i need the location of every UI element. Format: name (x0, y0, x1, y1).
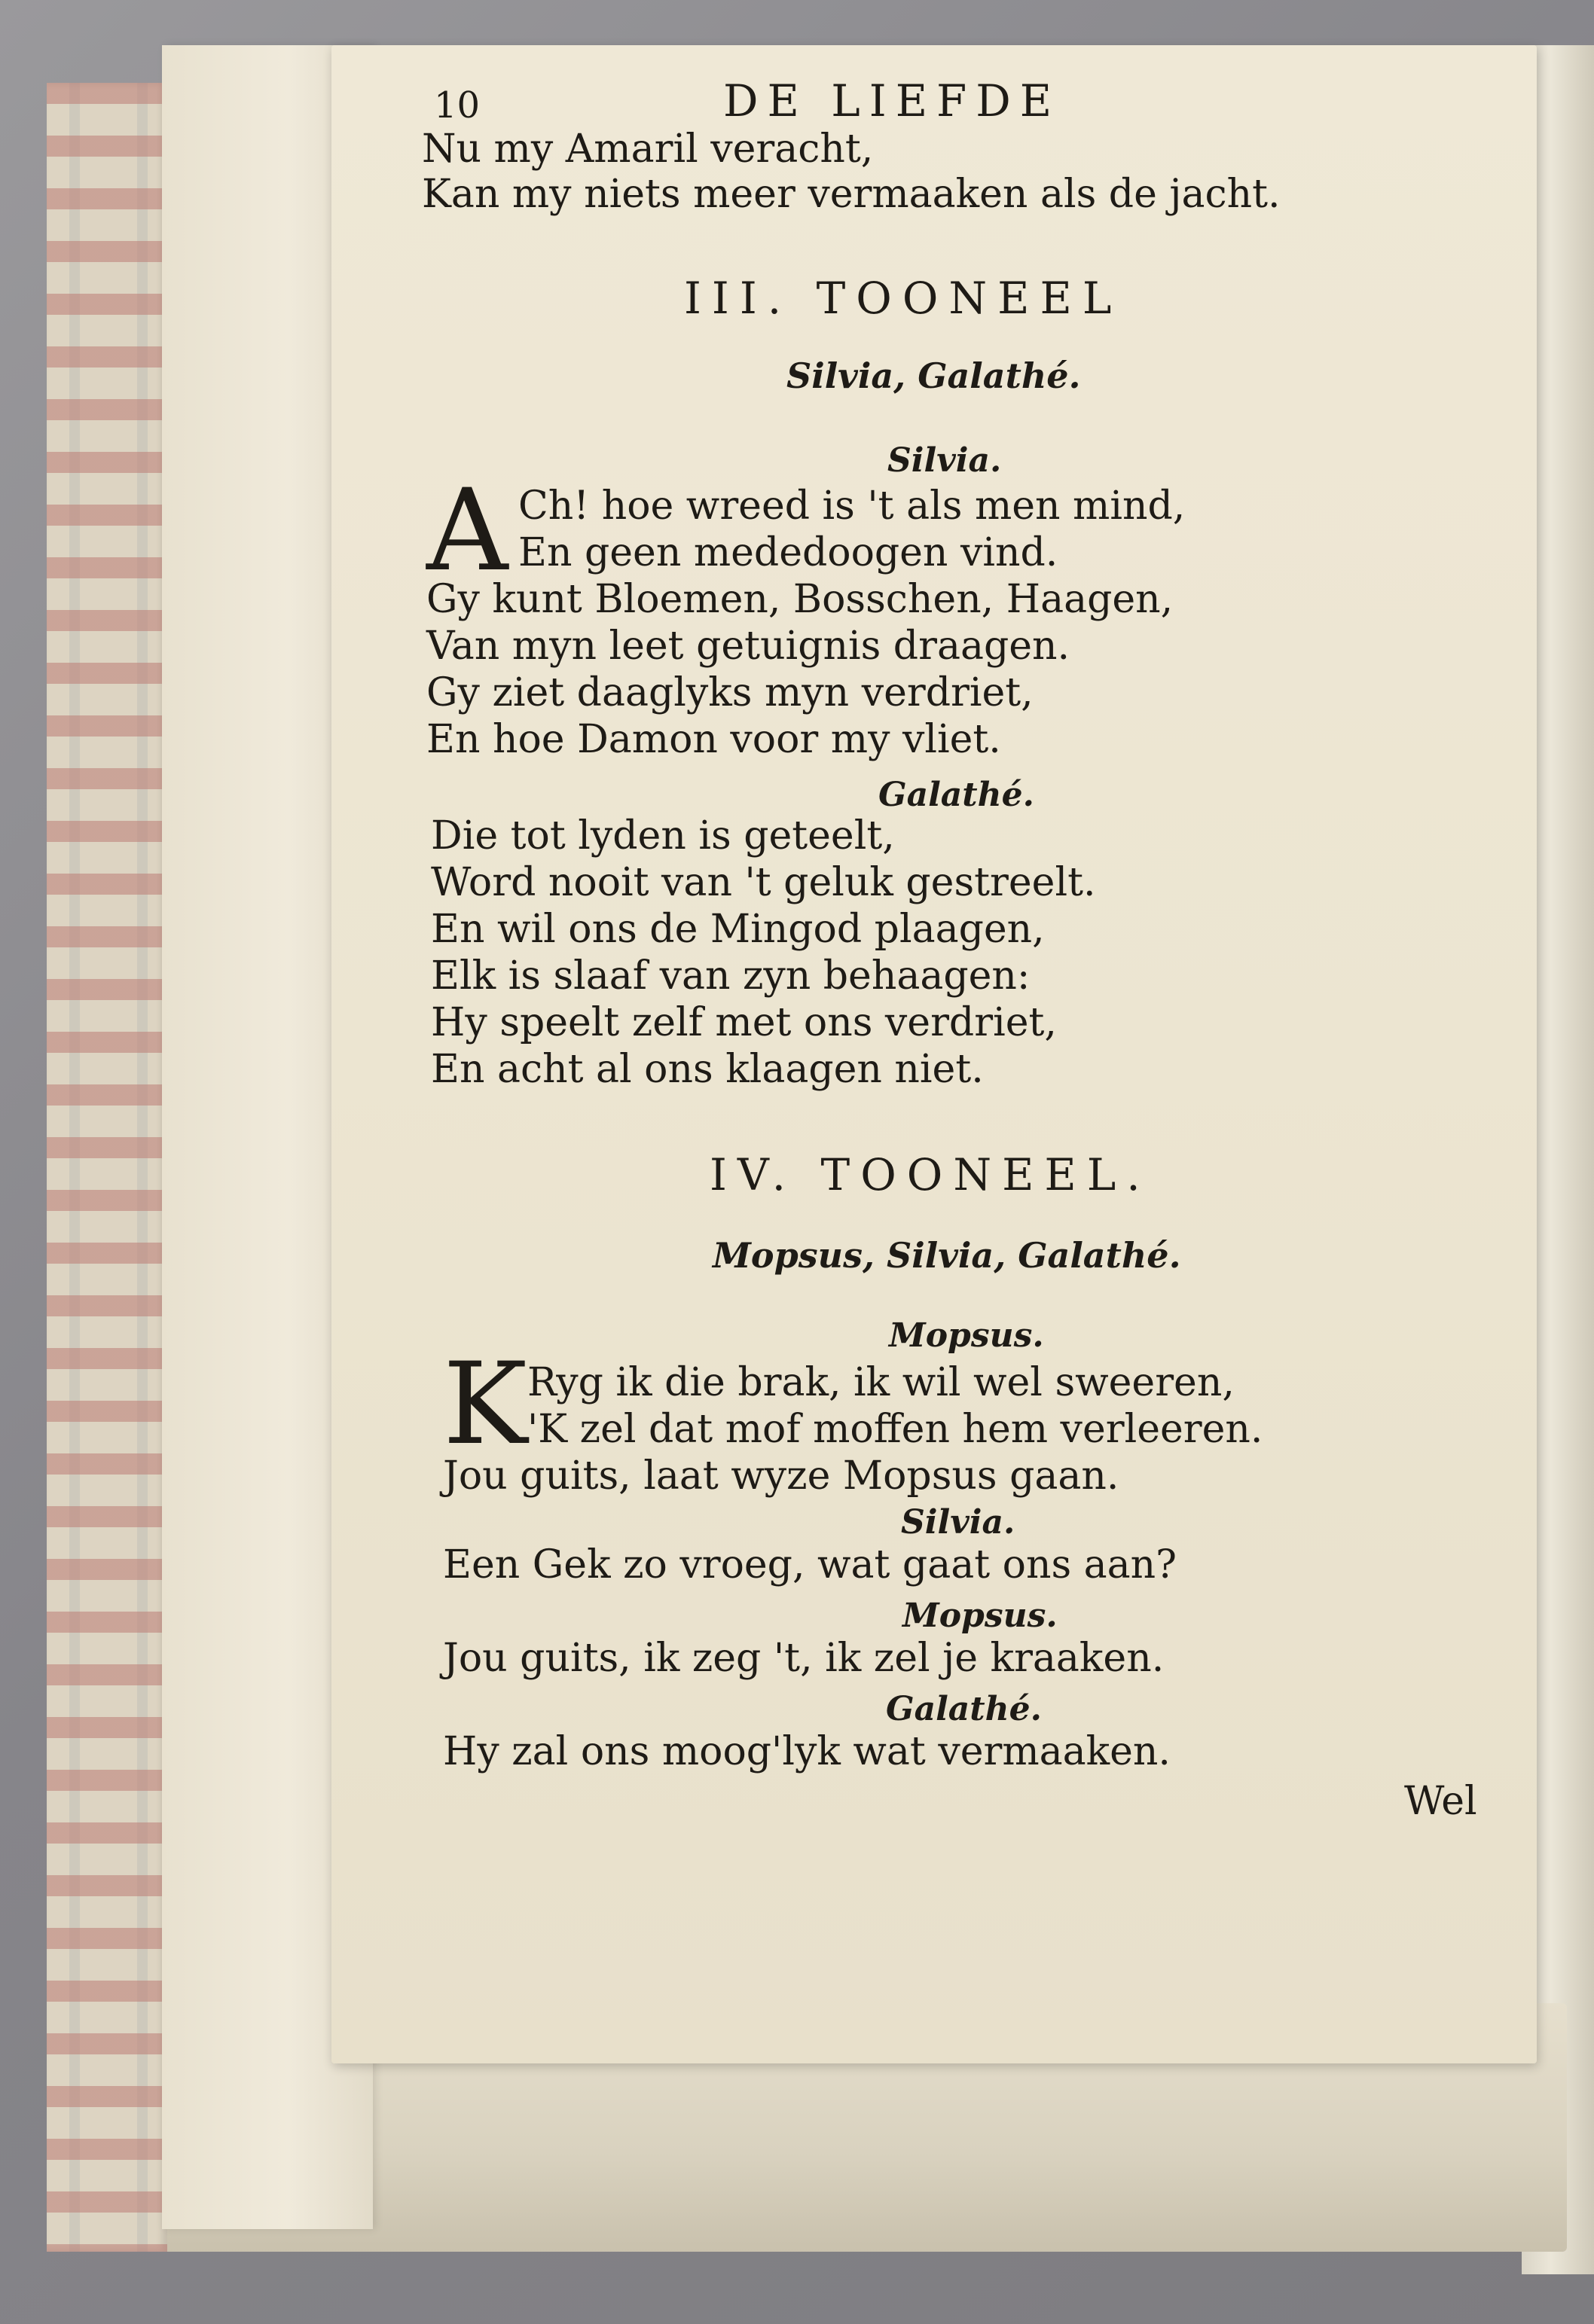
speaker-name: Silvia. (901, 1503, 1015, 1542)
page-number: 10 (434, 84, 481, 127)
scene-speakers: Silvia, Galathé. (786, 355, 1081, 396)
verse-line: Een Gek zo vroeg, wat gaat ons aan? (443, 1542, 1177, 1587)
running-head: DE LIEFDE (723, 75, 1061, 127)
verse-line: Ryg ik die brak, ik wil wel sweeren, (527, 1360, 1235, 1405)
drop-cap: A (426, 465, 508, 596)
catchword: Wel (1404, 1779, 1477, 1824)
verse-line: Gy kunt Bloemen, Bosschen, Haagen, (426, 577, 1174, 622)
verse-line: Jou guits, ik zeg 't, ik zel je kraaken. (443, 1636, 1165, 1681)
scene-speakers: Mopsus, Silvia, Galathé. (713, 1235, 1181, 1276)
marbled-pattern (47, 83, 167, 2252)
verse-line: Hy speelt zelf met ons verdriet, (431, 1000, 1057, 1045)
marbled-spine (47, 83, 167, 2252)
speaker-name: Galathé. (878, 776, 1034, 814)
verse-line: 'K zel dat mof moffen hem verleeren. (527, 1407, 1263, 1452)
verse-line: En acht al ons klaagen niet. (431, 1047, 984, 1092)
verse-line: Van myn leet getuignis draagen. (426, 624, 1070, 669)
speaker-name: Mopsus. (889, 1316, 1044, 1355)
verse-line: Gy ziet daaglyks myn verdriet, (426, 670, 1034, 715)
drop-cap: K (443, 1339, 528, 1470)
verse-line: Nu my Amaril veracht, (422, 127, 874, 172)
speaker-name: Mopsus. (902, 1597, 1058, 1635)
speaker-name: Silvia. (887, 441, 1002, 480)
scene-heading: III. TOONEEL (684, 273, 1122, 324)
verse-line: Ch! hoe wreed is 't als men mind, (518, 483, 1186, 529)
verse-line: Die tot lyden is geteelt, (431, 813, 895, 859)
verse-line: Hy zal ons moog'lyk wat vermaaken. (443, 1729, 1171, 1774)
verse-line: Kan my niets meer vermaaken als de jacht. (422, 172, 1281, 217)
verse-line: En geen mededoogen vind. (518, 530, 1058, 575)
verse-line: En hoe Damon voor my vliet. (426, 717, 1001, 762)
scene-heading: IV. TOONEEL. (710, 1149, 1151, 1200)
verse-line: Word nooit van 't geluk gestreelt. (431, 860, 1096, 905)
verse-line: Jou guits, laat wyze Mopsus gaan. (443, 1453, 1119, 1499)
verse-line: Elk is slaaf van zyn behaagen: (431, 953, 1031, 999)
verse-line: En wil ons de Mingod plaagen, (431, 907, 1045, 952)
speaker-name: Galathé. (886, 1690, 1042, 1728)
